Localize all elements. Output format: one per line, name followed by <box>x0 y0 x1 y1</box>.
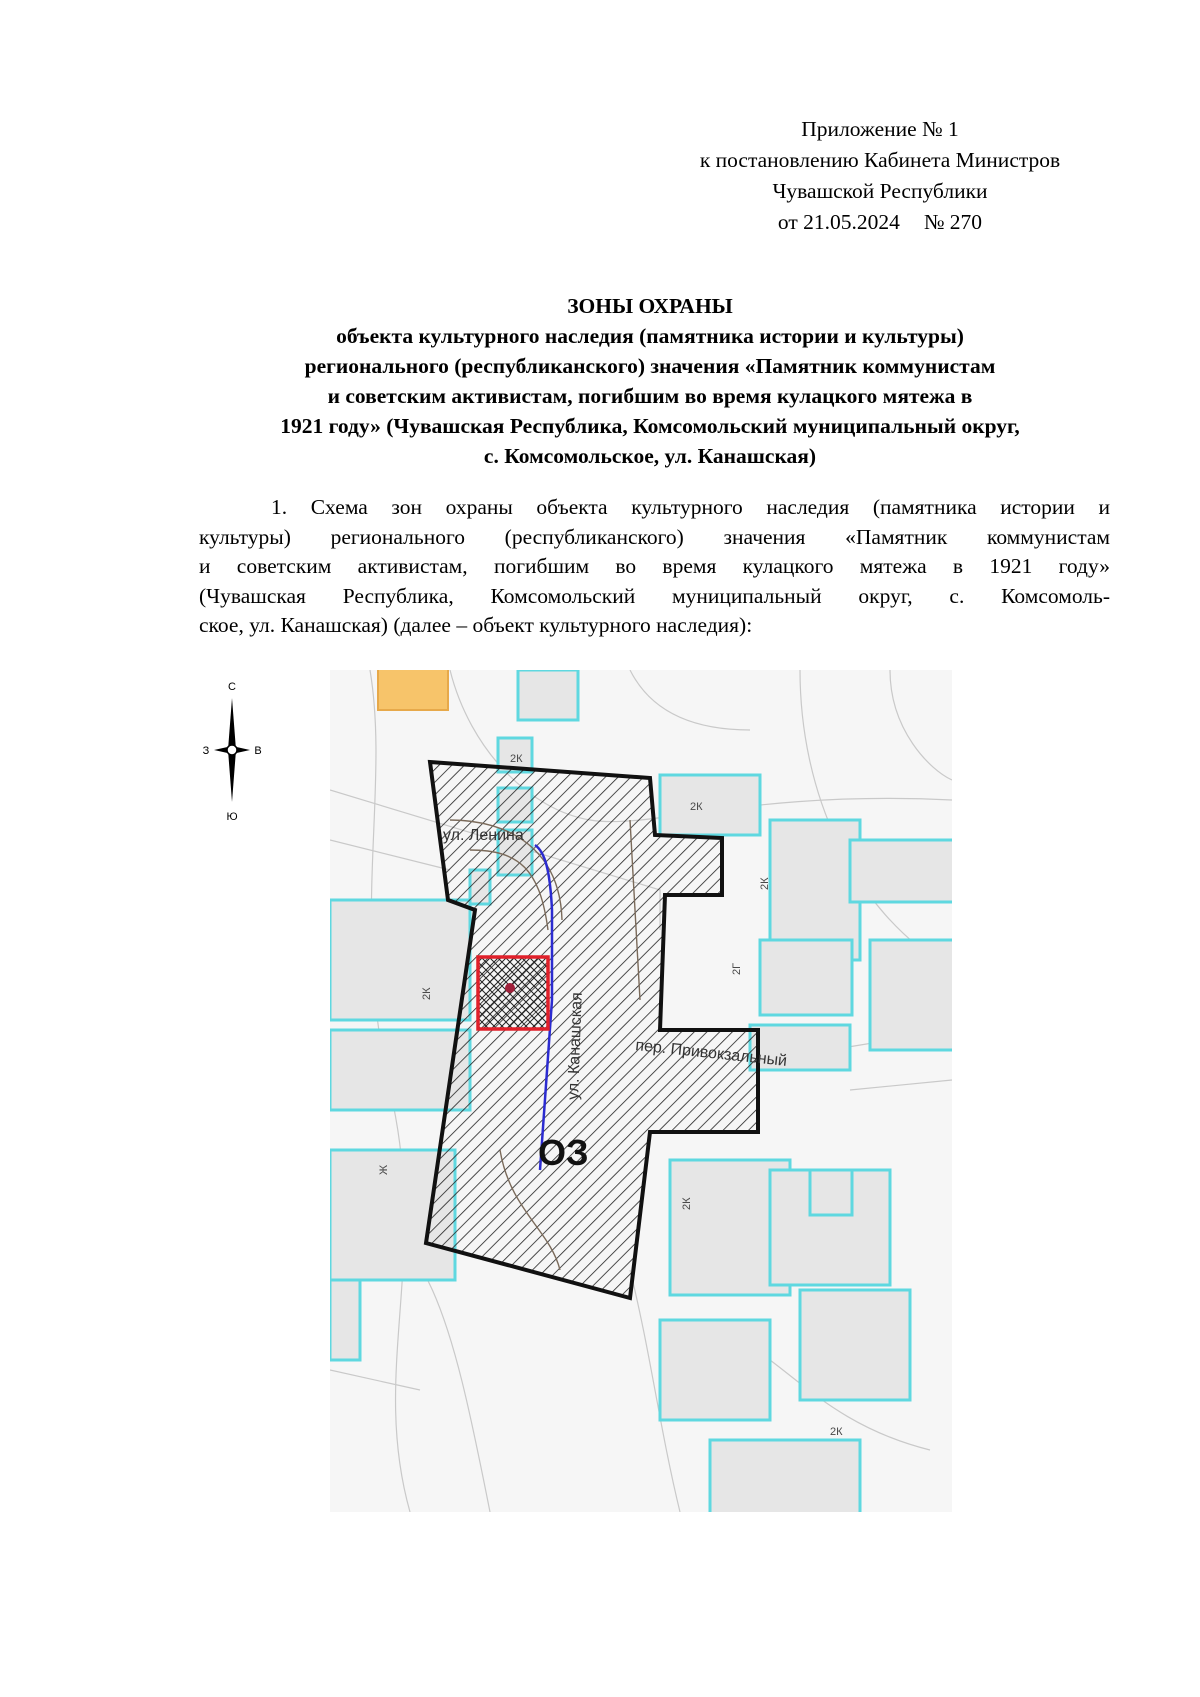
building <box>660 1320 770 1420</box>
paragraph-line: культуры) регионального (республиканского) значения «Памятник коммунистам <box>199 524 1110 549</box>
appendix-line: Чувашской Республики <box>772 179 988 203</box>
body-paragraph <box>199 493 1110 641</box>
building <box>850 840 952 902</box>
street-label-pereulok: пер. Привокзальный <box>634 1037 788 1070</box>
paragraph-line: ское, ул. Канашская) (далее – объект культурного наследия): <box>199 613 753 637</box>
building <box>660 775 760 835</box>
yellow-lot <box>378 670 448 710</box>
street-label-lenina: ул. Ленина <box>443 827 524 844</box>
building <box>330 900 470 1020</box>
zone-scheme-map <box>330 670 952 1512</box>
building-label: 2К <box>690 801 703 813</box>
building-label: 2К <box>759 877 771 890</box>
compass-rose-icon <box>200 680 264 830</box>
building-label: 2К <box>681 1197 693 1210</box>
building-label: 2К <box>830 1426 843 1438</box>
building <box>800 1290 910 1400</box>
monument-marker-icon <box>505 983 515 993</box>
paragraph-line: и советским активистам, погибшим во время кулацкого мятежа в 1921 году» <box>199 554 1110 578</box>
title-line: с. Комсомольское, ул. Канашская) <box>483 444 817 468</box>
appendix-date-number <box>640 207 1120 238</box>
title-line: 1921 году» (Чувашская Республика, Комсомольский муниципальный округ, <box>280 414 1020 438</box>
paragraph-line: 1. Схема зон охраны объекта культурного наследия (памятника истории и <box>271 495 1110 519</box>
zone-label-oz: ОЗ <box>538 1132 589 1173</box>
building <box>810 1170 852 1215</box>
street-label-kanashskaya: ул. Канашская <box>565 992 586 1101</box>
compass-north-label: С <box>228 681 236 693</box>
compass-east-label: В <box>254 745 262 757</box>
compass-center <box>227 745 237 755</box>
building-label: Ж <box>378 1164 390 1175</box>
title-line: объекта культурного наследия (памятника истории и культуры) <box>336 324 964 348</box>
appendix-line: Приложение № 1 <box>801 117 959 141</box>
monument-territory <box>478 957 548 1029</box>
building <box>870 940 952 1050</box>
building <box>330 1280 360 1360</box>
appendix-date: от 21.05.2024 <box>777 210 900 234</box>
appendix-number: № 270 <box>923 210 983 234</box>
building-label: 2Г <box>731 962 743 975</box>
compass-south-label: Ю <box>226 811 238 823</box>
building <box>710 1440 860 1512</box>
building-label: 2К <box>421 987 433 1000</box>
building <box>760 940 852 1015</box>
compass-needle-north <box>228 698 236 750</box>
document-title <box>190 291 1110 471</box>
appendix-line: к постановлению Кабинета Министров <box>699 148 1061 172</box>
compass-needle-south <box>228 750 236 802</box>
title-line: и советским активистам, погибшим во время кулацкого мятежа в <box>327 384 973 408</box>
compass-west-label: З <box>202 745 210 757</box>
appendix-header <box>640 114 1120 238</box>
title-heading: ЗОНЫ ОХРАНЫ <box>567 294 733 318</box>
title-line: регионального (республиканского) значения «Памятник коммунистам <box>304 354 996 378</box>
paragraph-line: (Чувашская Республика, Комсомольский муниципальный округ, с. Комсомоль- <box>199 583 1110 608</box>
building <box>518 670 578 720</box>
building-label: 2К <box>510 753 523 765</box>
